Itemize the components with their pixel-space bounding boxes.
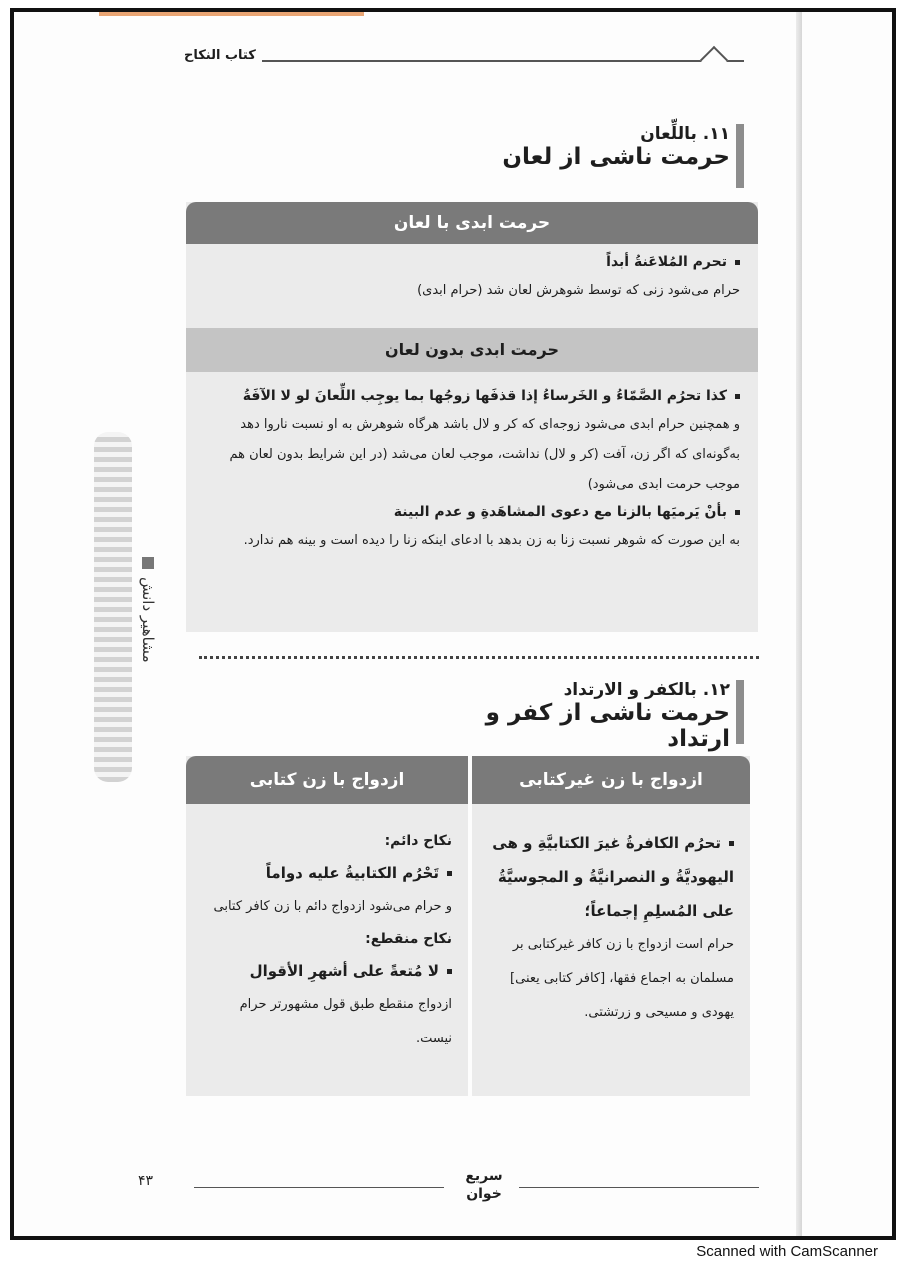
lian-box-body-1 bbox=[186, 244, 758, 328]
bullet-icon bbox=[735, 394, 740, 399]
footer-rule-right bbox=[519, 1187, 759, 1188]
non-kitabi-column bbox=[472, 756, 750, 1096]
kitabi-header: ازدواج با زن کتابی bbox=[186, 756, 468, 804]
bullet-icon bbox=[447, 969, 452, 974]
item-3-title: بأنْ یَرمیَها بالزنا مع دعوی المشاهَدةِ و عدم البینة bbox=[204, 504, 740, 520]
footer-logo-top: سریع bbox=[465, 1168, 503, 1184]
lian-box-header: حرمت ابدی با لعان bbox=[186, 202, 758, 244]
kitabi-body bbox=[186, 804, 468, 1078]
section-12-title: حرمت ناشی از کفر و ارتداد bbox=[485, 700, 730, 752]
non-kitabi-text: حرام است ازدواج با زن کافر غیرکتابی بر مسلمان به اجماع فقها، [کافر کتابی یعنی] یهودی و مسیحی و زرتشتی. bbox=[510, 937, 734, 1020]
non-kitabi-arabic: تحرُم الکافرةُ غیرَ الکتابیَّةِ و هی الیهودیَّةُ و النصرانیَّةُ و المجوسیَّةُ علی المُسلِمِ إجماعاً؛ bbox=[492, 834, 734, 920]
lian-box bbox=[186, 202, 758, 632]
page-footer bbox=[134, 1167, 759, 1207]
bullet-icon bbox=[735, 260, 740, 265]
section-bar bbox=[736, 124, 744, 188]
section-bar bbox=[736, 680, 744, 744]
item-1-text: حرام می‌شود زنی که توسط شوهرش لعان شد (حرام ابدی) bbox=[417, 283, 740, 298]
kitabi-arabic-1: تَحْرُم الکتابیةُ علیه دواماً bbox=[202, 856, 452, 890]
side-label-block bbox=[132, 557, 164, 737]
non-kitabi-header: ازدواج با زن غیرکتابی bbox=[472, 756, 750, 804]
kitabi-arabic-2: لا مُتعةً علی أشهرِ الأقوال bbox=[202, 954, 452, 988]
side-square-icon bbox=[142, 557, 154, 569]
section-11-number: ۱۱. باللِّعان bbox=[640, 124, 730, 144]
permanent-marriage-label: نکاح دائم: bbox=[384, 833, 452, 849]
kitabi-column bbox=[186, 756, 468, 1096]
side-label: مشاهیر دانش bbox=[139, 577, 157, 663]
page-number: ۴۳ bbox=[138, 1173, 154, 1189]
item-3-text: به این صورت که شوهر نسبت زنا به زن بدهد با ادعای اینکه زنا را دیده است و بینه هم ندارد. bbox=[243, 533, 740, 548]
temporary-marriage-label: نکاح منقطع: bbox=[365, 931, 452, 947]
kitabi-text-2: ازدواج منقطع طبق قول مشهورتر حرام نیست. bbox=[239, 997, 452, 1046]
footer-logo bbox=[449, 1167, 519, 1207]
header-rule bbox=[262, 60, 744, 62]
page-edge-shadow bbox=[796, 12, 802, 1236]
scanner-watermark: Scanned with CamScanner bbox=[696, 1243, 878, 1260]
kitabi-text-1: و حرام می‌شود ازدواج دائم با زن کافر کتابی bbox=[213, 899, 452, 914]
bullet-icon bbox=[447, 871, 452, 876]
non-kitabi-body bbox=[472, 804, 750, 1052]
section-12-number: ۱۲. بالکفر و الارتداد bbox=[563, 680, 730, 700]
section-11-title: حرمت ناشی از لعان bbox=[502, 144, 730, 170]
footer-logo-bottom: خوان bbox=[466, 1186, 502, 1202]
bullet-icon bbox=[729, 841, 734, 846]
section-11-heading bbox=[444, 124, 744, 188]
section-12-heading bbox=[444, 680, 744, 752]
page-top-strip bbox=[99, 12, 364, 16]
item-2-title: کذا تحرُم الصَّمّاءُ و الخَرساءُ إذا قذفَها زوجُها بما یوجِب اللِّعانَ لو لا الآفَةُ bbox=[204, 388, 740, 404]
book-binding-fold bbox=[94, 432, 132, 782]
header-title: کتاب النکاح bbox=[184, 48, 256, 63]
scanned-page bbox=[10, 8, 896, 1240]
lian-subheader: حرمت ابدی بدون لعان bbox=[186, 328, 758, 372]
item-1-title: تحرم المُلاعَنةُ أبداً bbox=[204, 254, 740, 270]
header-notch-icon bbox=[700, 46, 728, 74]
bullet-icon bbox=[735, 510, 740, 515]
page-header bbox=[184, 48, 754, 70]
dotted-divider bbox=[199, 656, 759, 659]
lian-box-body-2 bbox=[186, 372, 758, 566]
footer-rule-left bbox=[194, 1187, 444, 1188]
item-2-text: و همچنین حرام ابدی می‌شود زوجه‌ای که کر و لال باشد هرگاه شوهرش به او نسبت ناروا دهد به‌گونه‌ای که اگر زن، آفت (کر و لال) نداشت، موجب لعان می‌شد (در این شرایط بدون لعان هم موجب حرمت ابدی می‌شود) bbox=[229, 417, 740, 492]
